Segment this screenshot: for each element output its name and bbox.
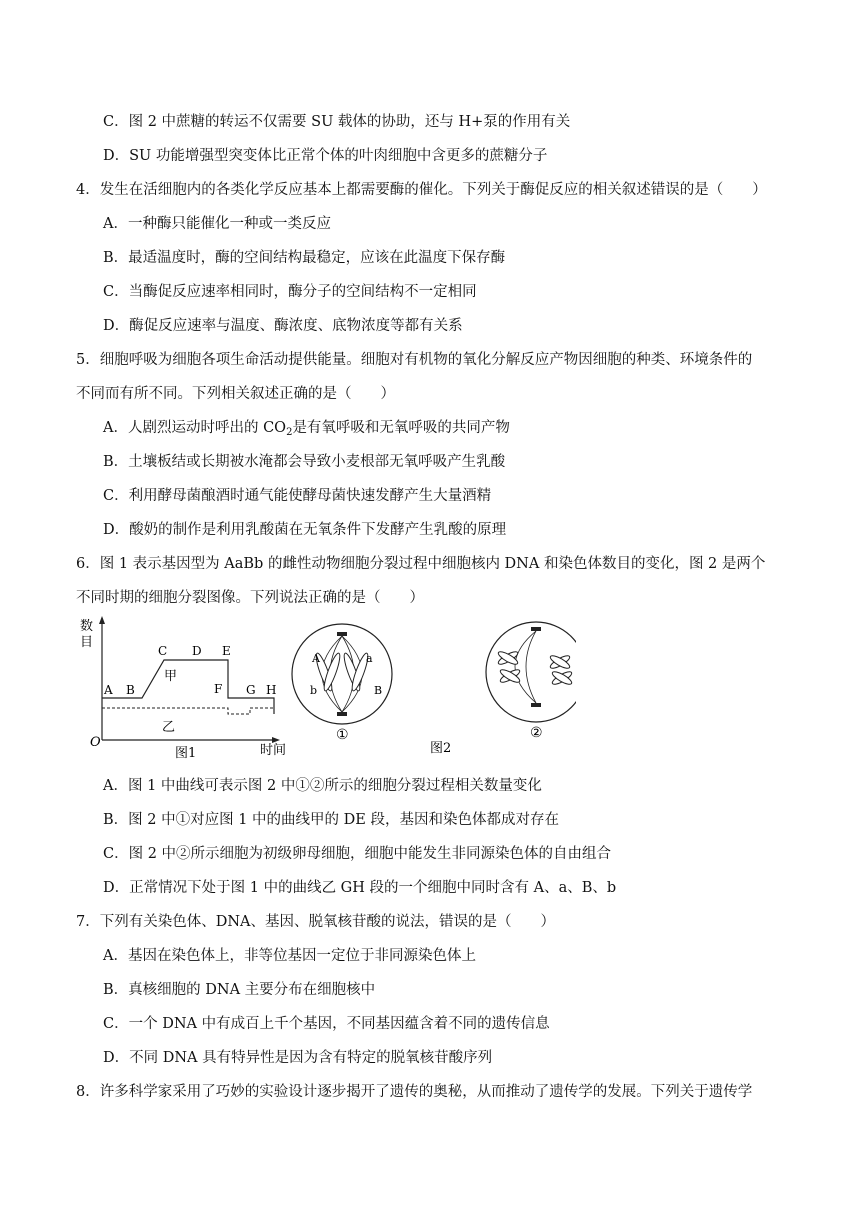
figure-1-graph xyxy=(80,616,286,761)
question-5-stem-line2: 不同而有所不同。下列相关叙述正确的是（ ） xyxy=(76,386,395,402)
q4-option-c: C．当酶促反应速率相同时，酶分子的空间结构不一定相同 xyxy=(103,284,477,300)
cell-1-label: ① xyxy=(336,727,349,743)
q4-option-d: D．酶促反应速率与温度、酶浓度、底物浓度等都有关系 xyxy=(103,318,463,334)
fig1-point-b: B xyxy=(126,683,135,697)
question-5-stem-line1: 5．细胞呼吸为细胞各项生命活动提供能量。细胞对有机物的氧化分解反应产物因细胞的种类、环境条件的 xyxy=(76,352,753,368)
question-4-stem: 4．发生在活细胞内的各类化学反应基本上都需要酶的催化。下列关于酶促反应的相关叙述错误的是（ ） xyxy=(76,182,767,198)
centrosome-top xyxy=(337,632,347,636)
fig2-caption: 图2 xyxy=(430,741,452,756)
fig1-curve-yi xyxy=(102,708,274,714)
fig1-ylabel-1: 数 xyxy=(80,619,94,634)
cell-2-label: ② xyxy=(530,725,543,741)
q6-option-c: C．图 2 中②所示细胞为初级卵母细胞，细胞中能发生非同源染色体的自由组合 xyxy=(103,846,612,862)
fig1-point-f: F xyxy=(214,682,223,696)
question-6-figures xyxy=(76,614,576,764)
q6-option-d: D．正常情况下处于图 1 中的曲线乙 GH 段的一个细胞中同时含有 A、a、B、b xyxy=(103,880,617,896)
figure-2-cell-1 xyxy=(292,624,392,743)
fig1-point-a: A xyxy=(104,683,113,697)
q4-option-a: A．一种酶只能催化一种或一类反应 xyxy=(103,216,331,232)
q5-option-a xyxy=(103,418,510,443)
fig1-point-e: E xyxy=(222,644,231,658)
q4-option-b: B．最适温度时，酶的空间结构最稳定，应该在此温度下保存酶 xyxy=(103,250,506,266)
fig1-xlabel: 时间 xyxy=(260,743,287,758)
q7-option-c: C．一个 DNA 中有成百上千个基因，不同基因蕴含着不同的遗传信息 xyxy=(103,1016,550,1032)
fig1-point-h: H xyxy=(266,683,277,697)
fig1-y-arrow xyxy=(99,616,105,624)
fig1-label-yi: 乙 xyxy=(162,720,176,735)
q5a-text-post: 是有氧呼吸和无氧呼吸的共同产物 xyxy=(292,420,510,436)
figure-2-cell-2 xyxy=(486,622,576,741)
fig1-point-c: C xyxy=(158,644,168,658)
q5a-subscript: 2 xyxy=(286,427,293,438)
q7-option-d: D．不同 DNA 具有特异性是因为含有特定的脱氧核苷酸序列 xyxy=(103,1050,493,1066)
q5a-text-pre: A．人剧烈运动时呼出的 CO xyxy=(103,420,287,436)
centrosome-top-2 xyxy=(531,627,541,631)
question-8-stem: 8．许多科学家采用了巧妙的实验设计逐步揭开了遗传的奥秘，从而推动了遗传学的发展。下列关于遗传学 xyxy=(76,1084,753,1100)
fig1-label-jia: 甲 xyxy=(164,669,178,684)
q7-option-b: B．真核细胞的 DNA 主要分布在细胞核中 xyxy=(103,982,376,998)
q3-option-c: C．图 2 中蔗糖的转运不仅需要 SU 载体的协助，还与 H+泵的作用有关 xyxy=(103,114,571,130)
q3-option-d: D．SU 功能增强型突变体比正常个体的叶肉细胞中含更多的蔗糖分子 xyxy=(103,148,548,164)
centrosome-bottom xyxy=(337,712,347,716)
q5-option-c: C．利用酵母菌酿酒时通气能使酵母菌快速发酵产生大量酒精 xyxy=(103,488,492,504)
fig1-caption: 图1 xyxy=(175,746,197,761)
question-7-stem: 7．下列有关染色体、DNA、基因、脱氧核苷酸的说法，错误的是（ ） xyxy=(76,914,556,930)
gene-label-a-upper: A xyxy=(312,652,320,665)
q5-option-d: D．酸奶的制作是利用乳酸菌在无氧条件下发酵产生乳酸的原理 xyxy=(103,522,507,538)
gene-label-b-upper: B xyxy=(374,684,383,697)
question-6-stem-line2: 不同时期的细胞分裂图像。下列说法正确的是（ ） xyxy=(76,590,424,606)
q7-option-a: A．基因在染色体上，非等位基因一定位于非同源染色体上 xyxy=(103,948,476,964)
q5-option-b: B．土壤板结或长期被水淹都会导致小麦根部无氧呼吸产生乳酸 xyxy=(103,454,506,470)
gene-label-b-lower: b xyxy=(310,684,318,697)
fig1-ylabel-2: 目 xyxy=(80,635,94,650)
fig1-origin: O xyxy=(90,735,101,750)
fig1-point-d: D xyxy=(192,644,202,658)
q6-option-b: B．图 2 中①对应图 1 中的曲线甲的 DE 段，基因和染色体都成对存在 xyxy=(103,812,559,828)
q6-option-a: A．图 1 中曲线可表示图 2 中①②所示的细胞分裂过程相关数量变化 xyxy=(103,778,542,794)
fig1-point-g: G xyxy=(246,683,256,697)
centrosome-bottom-2 xyxy=(531,703,541,707)
question-6-stem-line1: 6．图 1 表示基因型为 AaBb 的雌性动物细胞分裂过程中细胞核内 DNA 和染色体数目的变化，图 2 是两个 xyxy=(76,556,766,572)
gene-label-a-lower: a xyxy=(366,652,373,665)
